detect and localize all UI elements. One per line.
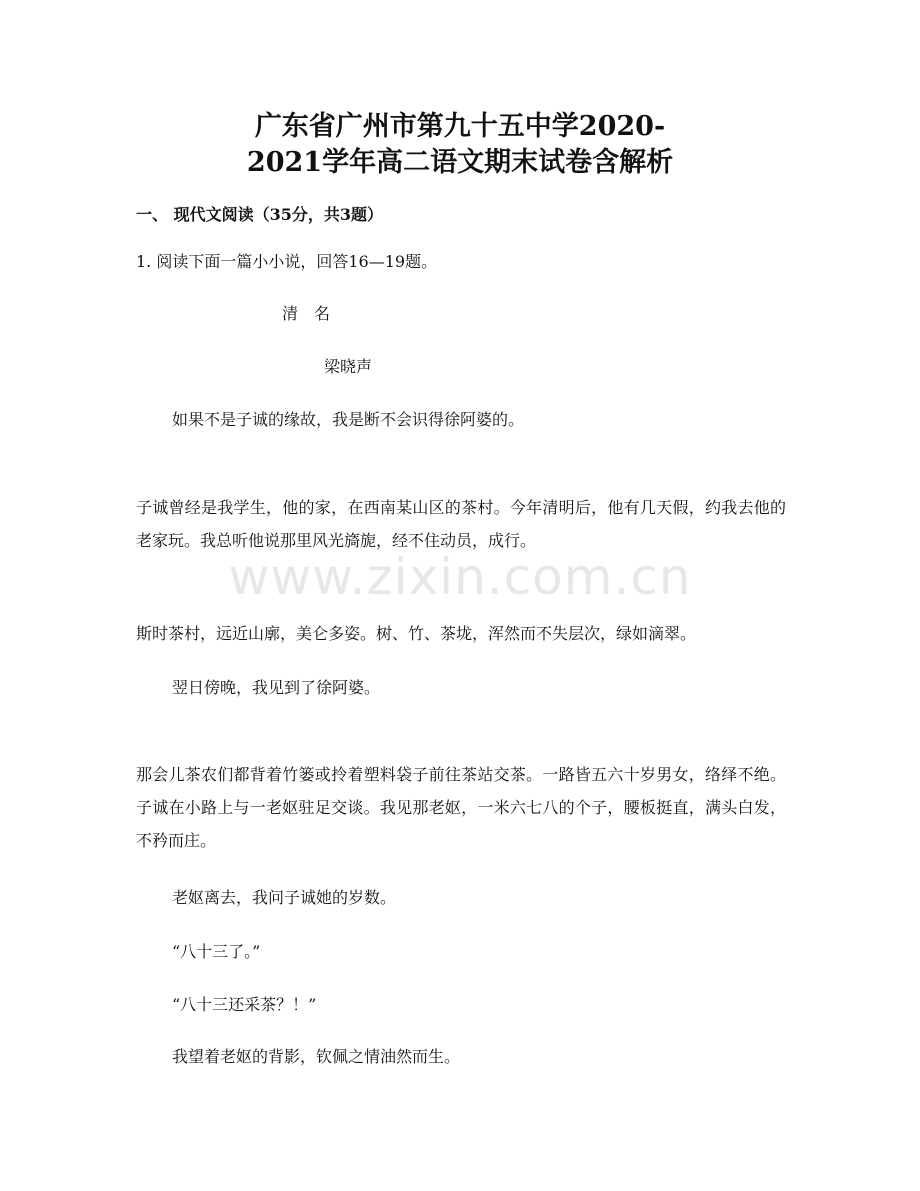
paragraph-5: 那会儿茶农们都背着竹篓或拎着塑料袋子前往茶站交茶。一路皆五六十岁男女，络绎不绝。子诚在小路上与一老妪驻足交谈。我见那老妪，一米六七八的个子，腰板挺直，满头白发，不矜而庄。 [136,765,786,850]
paragraph-2: 子诚曾经是我学生，他的家，在西南某山区的茶村。今年清明后，他有几天假，约我去他的老家玩。我总听他说那里风光旖旎，经不住动员，成行。 [136,498,786,550]
paragraph-4: 翌日傍晚，我见到了徐阿婆。 [172,678,381,697]
question-intro: 1. 阅读下面一篇小小说，回答16—19题。 [136,252,438,271]
document-title-line-1: 广东省广州市第九十五中学2020- [254,111,666,142]
section-heading: 一、 现代文阅读（35分，共3题） [136,205,383,224]
story-title: 清 名 [282,304,331,323]
paragraph-6: 老妪离去，我问子诚她的岁数。 [172,888,397,907]
story-author: 梁晓声 [324,357,373,376]
paragraph-8: “八十三还采茶？！” [172,995,317,1014]
paragraph-7: “八十三了。” [172,942,261,961]
paragraph-1: 如果不是子诚的缘故，我是断不会识得徐阿婆的。 [172,410,525,429]
paragraph-9: 我望着老妪的背影，钦佩之情油然而生。 [172,1047,461,1066]
watermark: www.zixin.com.cn [228,548,692,606]
document-title-line-2: 2021学年高二语文期末试卷含解析 [246,147,674,178]
paragraph-3: 斯时茶村，远近山廓，美仑多姿。树、竹、茶垅，浑然而不失层次，绿如滴翠。 [136,624,697,643]
